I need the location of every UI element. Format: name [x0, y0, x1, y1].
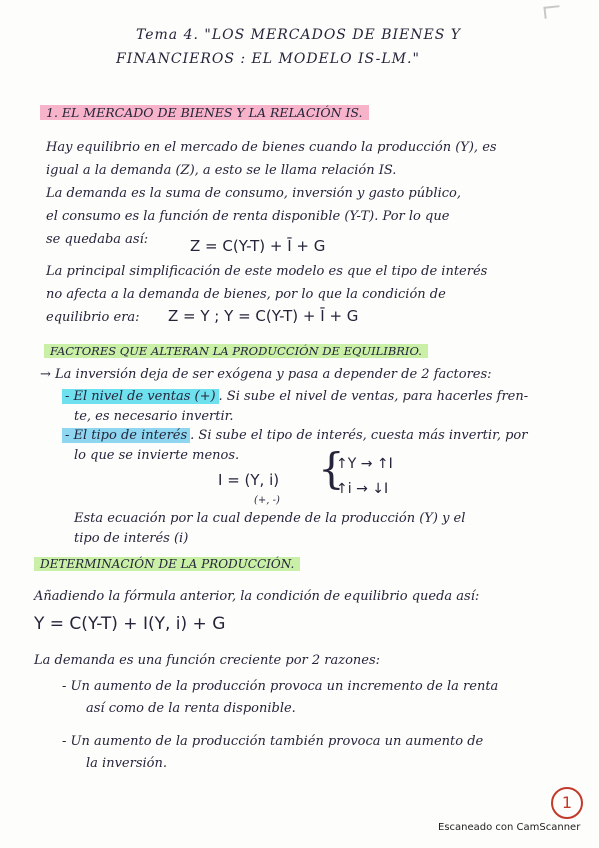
bullet-line: la inversión.	[86, 756, 167, 771]
rule-production: ↑Y → ↑I	[336, 456, 393, 472]
text-line: equilibrio era:	[46, 310, 140, 325]
factor-sales-row: - El nivel de ventas (+) . Si sube el nivel de ventas, para hacerles fren-	[62, 389, 528, 405]
text-line: se quedaba así:	[46, 232, 149, 247]
factor-interest-row: - El tipo de interés . Si sube el tipo de interés, cuesta más invertir, por	[62, 428, 527, 444]
formula-investment-signs: (+, -)	[254, 495, 280, 506]
closing-line: Esta ecuación por la cual depende de la producción (Y) y el	[74, 511, 466, 526]
page-number: 1	[551, 787, 583, 819]
bullet-line: así como de la renta disponible.	[86, 701, 296, 716]
formula-production: Y = C(Y-T) + I(Y, i) + G	[34, 614, 226, 634]
text-line: el consumo es la función de renta disponible (Y-T). Por lo que	[46, 209, 450, 224]
section-heading-factors: FACTORES QUE ALTERAN LA PRODUCCIÓN DE EQUILIBRIO.	[44, 343, 428, 359]
formula-investment: I = (Y, i)	[218, 471, 280, 489]
rule-interest: ↑i → ↓I	[336, 481, 389, 497]
scanner-footer: Escaneado con CamScanner	[438, 822, 581, 833]
text-line: no afecta a la demanda de bienes, por lo que la condición de	[46, 287, 446, 302]
text-line: Añadiendo la fórmula anterior, la condición de equilibrio queda así:	[34, 589, 480, 604]
text-line: La demanda es la suma de consumo, inversión y gasto público,	[46, 186, 461, 201]
title-line-1: Tema 4. "LOS MERCADOS DE BIENES Y	[136, 27, 462, 43]
section-heading-goods-market: 1. EL MERCADO DE BIENES Y LA RELACIÓN IS.	[40, 105, 369, 121]
title-line-2: FINANCIEROS : EL MODELO IS-LM."	[116, 51, 420, 67]
bullet-line: - Un aumento de la producción provoca un incremento de la renta	[62, 679, 499, 694]
factor-sales-text: te, es necesario invertir.	[74, 409, 234, 424]
section-heading-production: DETERMINACIÓN DE LA PRODUCCIÓN.	[34, 556, 300, 572]
formula-demand: Z = C(Y-T) + Ī + G	[190, 237, 326, 255]
factor-interest-label: - El tipo de interés	[62, 428, 190, 443]
factor-sales-label: - El nivel de ventas (+)	[62, 389, 219, 404]
closing-line: tipo de interés (i)	[74, 531, 189, 546]
scan-corner-mark	[543, 5, 560, 19]
bullet-line: - Un aumento de la producción también provoca un aumento de	[62, 734, 484, 749]
text-line: La demanda es una función creciente por 2 razones:	[34, 653, 381, 668]
investment-intro: → La inversión deja de ser exógena y pasa a depender de 2 factores:	[40, 367, 492, 382]
text-line: Hay equilibrio en el mercado de bienes cuando la producción (Y), es	[46, 140, 497, 155]
factor-interest-text: lo que se invierte menos.	[74, 448, 240, 463]
formula-equilibrium: Z = Y ; Y = C(Y-T) + Ī + G	[168, 307, 359, 325]
text-line: La principal simplificación de este modelo es que el tipo de interés	[46, 264, 488, 279]
brace: {	[318, 444, 345, 493]
text-line: igual a la demanda (Z), a esto se le llama relación IS.	[46, 163, 397, 178]
